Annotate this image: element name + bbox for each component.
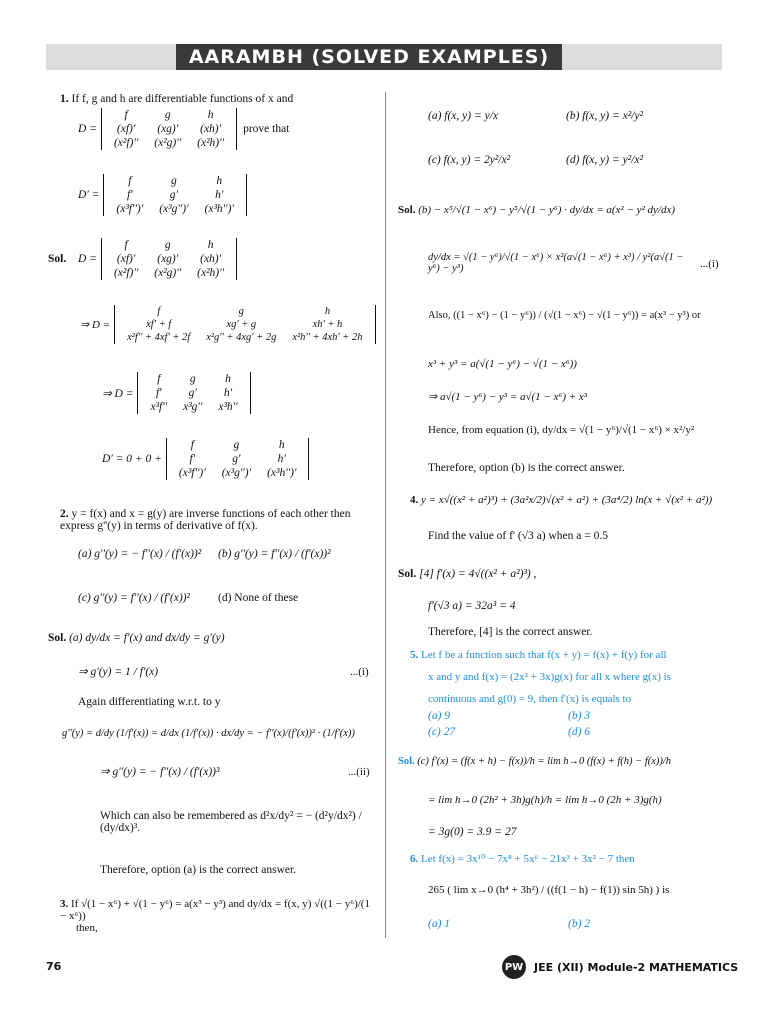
question-line: 265 ( lim x→0 (h⁴ + 3h²) / ((f(1 − h) − f(1)) sin 5h) ) is: [428, 884, 670, 896]
sol-conclusion: Therefore, option (b) is the correct answer.: [428, 462, 625, 474]
sol-line: ⇒ a√(1 − y⁶) − y³ = a√(1 − x⁶) + x³: [428, 391, 588, 403]
matrix: f g h f' g' h' x³f'' x³g'' x³h'': [137, 372, 250, 414]
question-number: 5.: [410, 649, 419, 661]
sol-conclusion: Therefore, [4] is the correct answer.: [428, 626, 593, 638]
question-stem: If f, g and h are differentiable functions of x and: [71, 93, 294, 105]
question-stem-cont: then,: [76, 922, 98, 934]
sol-line: Again differentiating w.r.t. to y: [78, 696, 221, 708]
option-b: (b) 3: [568, 710, 591, 722]
equation-tag: ...(i): [350, 666, 369, 678]
question-stem: y = x√((x² + a²)³) + (3a²x/2)√(x² + a²) + (3a⁴/2) ln(x + √(x² + a²)): [421, 494, 713, 506]
sol-line: g''(y) = d/dy (1/f'(x)) = d/dx (1/f'(x)) · dx/dy = − f''(x)/(f'(x))² · (1/f'(x)): [62, 728, 355, 739]
sol-line: Hence, from equation (i), dy/dx = √(1 − y⁶)/√(1 − x⁶) × x²/y²: [428, 424, 695, 436]
question-2: [60, 508, 378, 532]
question-number: 6.: [410, 853, 419, 865]
label: D' =: [78, 189, 100, 201]
solution-1-D: [48, 238, 237, 280]
sol-line: Which can also be remembered as d²x/dy² = − (d²y/dx²) / (dy/dx)³.: [100, 810, 362, 834]
question-stem: If √(1 − x⁶) + √(1 − y⁶) = a(x³ − y³) and dy/dx = f(x, y) √((1 − y⁶)/(1 − x⁶)): [60, 898, 370, 922]
option-c: (c) f(x, y) = 2y²/x²: [428, 154, 511, 166]
prove-text: prove that: [243, 123, 290, 135]
question-4-find: Find the value of f' (√3 a) when a = 0.5: [428, 530, 608, 542]
option-a: (a) f(x, y) = y/x: [428, 110, 499, 122]
sol-line: ⇒ g'(y) = 1 / f'(x): [78, 666, 159, 678]
option-d: (d) f(x, y) = y²/x²: [566, 154, 643, 166]
option-b: (b) f(x, y) = x²/y²: [566, 110, 643, 122]
label: D =: [78, 253, 97, 265]
matrix: f g h (xf)' (xg)' (xh)' (x²f)'' (x²g)'' (x²h)'': [101, 238, 237, 280]
sol-line: = 3g(0) = 3.9 = 27: [428, 826, 517, 838]
option-b: (b) 2: [568, 918, 591, 930]
option-b: (b) g''(y) = f''(x) / (f'(x))²: [218, 548, 331, 560]
option-a: (a) g''(y) = − f''(x) / (f'(x))²: [78, 548, 202, 560]
determinant-D: [78, 108, 289, 150]
page-title: AARAMBH (SOLVED EXAMPLES): [176, 44, 562, 70]
sol-line: (a) dy/dx = f'(x) and dx/dy = g'(y): [69, 632, 225, 644]
question-line: x and y and f(x) = (2x² + 3x)g(x) for all x where g(x) is: [428, 671, 671, 683]
option-d: (d) 6: [568, 726, 591, 738]
matrix: f g h (xf)' (xg)' (xh)' (x²f)'' (x²g)'' (x²h)'': [101, 108, 237, 150]
option-c: (c) g''(y) = f''(x) / (f'(x))²: [78, 592, 190, 604]
column-divider: [385, 92, 386, 938]
question-number: 1.: [60, 93, 69, 105]
pw-logo-icon: PW: [502, 955, 526, 979]
question-line: Let f be a function such that f(x + y) = f(x) + f(y) for all: [421, 649, 667, 661]
sol-label: Sol.: [398, 756, 415, 767]
sol-line: [4] f'(x) = 4√((x² + a²)³) ,: [419, 568, 537, 580]
label: ⇒ D =: [80, 319, 111, 331]
solution-4: [398, 568, 536, 580]
matrix: f g h f' g' h' (x³f'')' (x³g'')' (x³h'')': [166, 438, 309, 480]
question-number: 4.: [410, 494, 419, 506]
question-5: [410, 644, 728, 710]
equation-tag: ...(ii): [348, 766, 370, 778]
solution-3: [398, 204, 728, 216]
question-stem: y = f(x) and x = g(y) are inverse functions of each other then express g''(y) in terms of derivative of f(x).: [60, 508, 351, 532]
question-line: continuous and g(0) = 9, then f'(x) is equals to: [428, 693, 632, 705]
question-3: [60, 898, 378, 934]
sol-line: f'(√3 a) = 32a³ = 4: [428, 600, 516, 612]
question-1: [60, 93, 380, 105]
question-4: [410, 494, 728, 506]
book-title: JEE (XII) Module-2 MATHEMATICS: [534, 960, 739, 974]
matrix: f g h f' g' h' (x³f'')' (x³g'')' (x³h'')': [103, 174, 246, 216]
solution-1-step2: [80, 305, 376, 344]
sol-line: x³ + y³ = a(√(1 − y⁶) − √(1 − x⁶)): [428, 358, 577, 370]
question-6: [410, 852, 728, 865]
solution-2: [48, 632, 225, 644]
sol-line: (c) f'(x) = (f(x + h) − f(x))/h = lim h→0 (f(x) + f(h) − f(x))/h: [417, 756, 672, 767]
equation-tag: ...(i): [700, 258, 719, 270]
solution-1-step3: [102, 372, 251, 414]
matrix: f g h xf' + f xg' + g xh' + h x²f'' + 4xf' + 2f x²g'' + 4xg' + 2g x²h'' + 4xh' + 2h: [114, 305, 375, 344]
solution-1-final: [102, 438, 309, 480]
question-number: 2.: [60, 508, 69, 520]
sol-line: (b) − x⁵/√(1 − x⁶) − y⁵/√(1 − y⁶) · dy/dx = a(x² − y² dy/dx): [418, 204, 676, 216]
option-a: (a) 1: [428, 918, 451, 930]
sol-line: = lim h→0 (2h² + 3h)g(h)/h = lim h→0 (2h + 3)g(h): [428, 794, 662, 806]
sol-label: Sol.: [48, 253, 67, 265]
label: D =: [78, 123, 97, 135]
footer-brand: [502, 953, 738, 981]
option-d: (d) None of these: [218, 592, 299, 604]
sol-line: ⇒ g''(y) = − f''(x) / (f'(x))³: [100, 766, 220, 778]
sol-conclusion: Therefore, option (a) is the correct answer.: [100, 864, 297, 876]
determinant-Dprime: [78, 174, 247, 216]
sol-label: Sol.: [48, 632, 67, 644]
solution-5: [398, 756, 728, 767]
question-number: 3.: [60, 898, 69, 910]
question-line: Let f(x) = 3x¹⁰ − 7x⁸ + 5x⁶ − 21x³ + 3x² − 7 then: [421, 853, 635, 865]
label: ⇒ D =: [102, 388, 134, 400]
option-a: (a) 9: [428, 710, 451, 722]
page-number: 76: [46, 960, 62, 973]
sol-label: Sol.: [398, 204, 416, 216]
sol-line: Also, ((1 − x⁶) − (1 − y⁶)) / (√(1 − x⁶) − √(1 − y⁶)) = a(x³ − y³) or: [428, 310, 701, 321]
label: D' = 0 + 0 +: [102, 453, 162, 465]
option-c: (c) 27: [428, 726, 456, 738]
sol-line: dy/dx = √(1 − y⁶)/√(1 − x⁶) × x²(a√(1 − x⁶) + x³) / y²(a√(1 − y⁶) − y³): [428, 252, 684, 274]
sol-label: Sol.: [398, 568, 417, 580]
